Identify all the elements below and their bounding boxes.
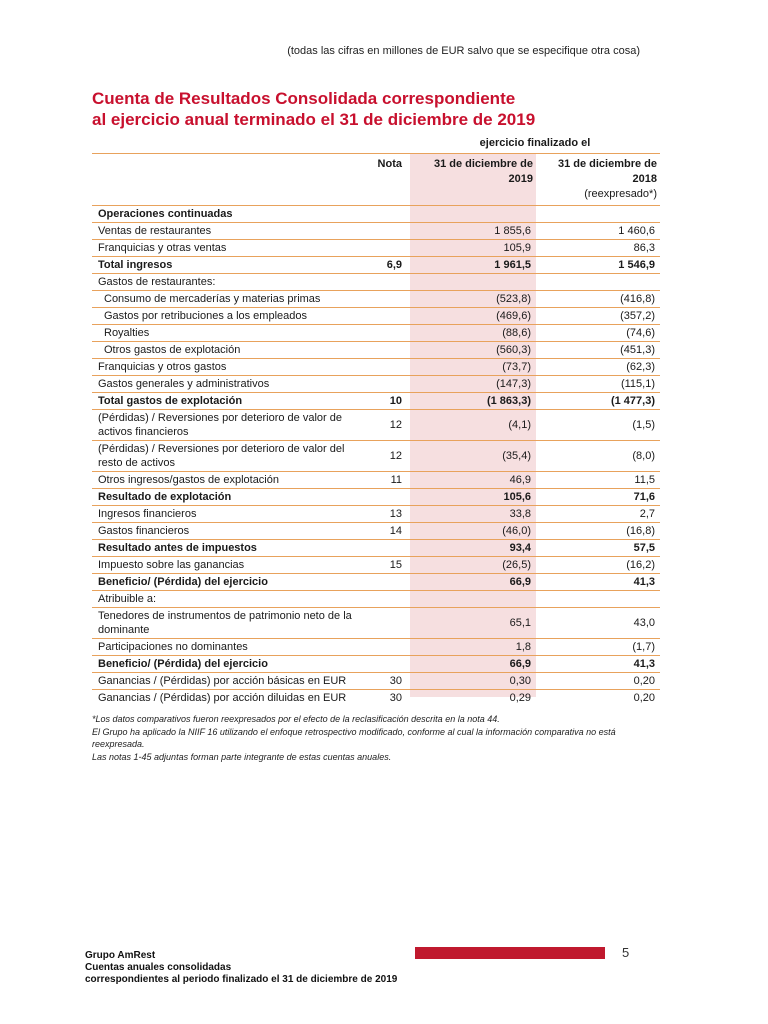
row-value-2018: 86,3: [536, 240, 660, 257]
header-nota: Nota: [362, 154, 410, 206]
table-row: [92, 274, 660, 291]
row-value-2019: 66,9: [410, 574, 536, 591]
title-line-2: al ejercicio anual terminado el 31 de diciembre de 2019: [92, 110, 536, 129]
table-row: [92, 523, 660, 540]
row-note: [362, 376, 410, 393]
header-2018-line2: 2018: [632, 173, 657, 185]
header-label-cell: [92, 154, 362, 206]
row-value-2019: 105,9: [410, 240, 536, 257]
row-value-2018: (451,3): [536, 342, 660, 359]
row-value-2018: 1 546,9: [536, 257, 660, 274]
row-note: [362, 359, 410, 376]
row-label: Royalties: [92, 325, 362, 342]
row-value-2018: [536, 591, 660, 608]
row-value-2019: 33,8: [410, 506, 536, 523]
row-label: Ganancias / (Pérdidas) por acción básicas en EUR: [92, 673, 362, 690]
row-value-2019: (73,7): [410, 359, 536, 376]
row-value-2019: [410, 274, 536, 291]
row-value-2019: 66,9: [410, 656, 536, 673]
row-note: [362, 274, 410, 291]
table-row: [92, 673, 660, 690]
row-note: 12: [362, 410, 410, 441]
row-note: 6,9: [362, 257, 410, 274]
row-value-2018: (16,2): [536, 557, 660, 574]
row-value-2018: 0,20: [633, 692, 655, 704]
row-value-2019: [410, 591, 536, 608]
row-value-2018: (62,3): [536, 359, 660, 376]
table-row-total: [92, 257, 660, 274]
income-statement-table: [92, 153, 660, 706]
table-row: [92, 506, 660, 523]
table-row-total: [92, 656, 660, 673]
row-label: Beneficio/ (Pérdida) del ejercicio: [92, 656, 362, 673]
row-label: Franquicias y otras ventas: [92, 240, 362, 257]
title-line-1: Cuenta de Resultados Consolidada correspondiente: [92, 89, 516, 108]
row-note: [362, 639, 410, 656]
row-label: Total gastos de explotación: [92, 393, 362, 410]
row-note: 15: [362, 557, 410, 574]
footer-document: Cuentas anuales consolidadas: [85, 962, 232, 973]
table-row: [92, 472, 660, 489]
row-label: Otros ingresos/gastos de explotación: [92, 472, 362, 489]
row-label: Gastos de restaurantes:: [92, 274, 362, 291]
page-title: [92, 88, 652, 130]
row-value-2018: (1,5): [536, 410, 660, 441]
row-value-2018: [536, 274, 660, 291]
row-value-2018: (416,8): [536, 291, 660, 308]
row-note: 30: [362, 673, 410, 690]
row-note: 30: [389, 692, 402, 704]
table-row: [92, 291, 660, 308]
header-2018-line1: 31 de diciembre de: [557, 158, 657, 170]
table-row: [92, 557, 660, 574]
row-value-2019: [410, 206, 536, 223]
table-row-total: [92, 393, 660, 410]
row-value-2019: 46,9: [410, 472, 536, 489]
row-note: [362, 308, 410, 325]
page-footer: [85, 950, 397, 986]
table-row-total: [92, 489, 660, 506]
row-note: [362, 574, 410, 591]
row-value-2019: 0,29: [509, 692, 531, 704]
row-label: Ganancias / (Pérdidas) por acción diluidas en EUR: [98, 692, 347, 704]
table-row-total: [92, 540, 660, 557]
row-note: [362, 206, 410, 223]
row-label: Participaciones no dominantes: [92, 639, 362, 656]
row-note: [362, 291, 410, 308]
footer-period: correspondientes al periodo finalizado el 31 de diciembre de 2019: [85, 974, 398, 985]
row-label: Gastos generales y administrativos: [92, 376, 362, 393]
table-row: [92, 639, 660, 656]
row-value-2018: [536, 206, 660, 223]
row-value-2019: (26,5): [410, 557, 536, 574]
table-row: [92, 441, 660, 472]
table-row: [92, 325, 660, 342]
row-note: 10: [362, 393, 410, 410]
row-label: Beneficio/ (Pérdida) del ejercicio: [92, 574, 362, 591]
row-value-2018: 43,0: [536, 608, 660, 639]
row-value-2019: 1,8: [410, 639, 536, 656]
row-note: [362, 342, 410, 359]
period-label: ejercicio finalizado el: [479, 137, 591, 149]
row-label: Ventas de restaurantes: [92, 223, 362, 240]
row-label: (Pérdidas) / Reversiones por deterioro de valor de activos financieros: [92, 410, 362, 441]
header-2018-restated: (reexpresado*): [584, 188, 657, 200]
row-value-2019: (88,6): [410, 325, 536, 342]
row-label: Impuesto sobre las ganancias: [92, 557, 362, 574]
row-label: (Pérdidas) / Reversiones por deterioro de valor del resto de activos: [92, 441, 362, 472]
table-row: [92, 308, 660, 325]
row-value-2019: 105,6: [410, 489, 536, 506]
row-value-2019: (147,3): [410, 376, 536, 393]
row-label: Gastos financieros: [92, 523, 362, 540]
row-label: Total ingresos: [92, 257, 362, 274]
header-2018: [536, 154, 660, 206]
footnote-notes: Las notas 1-45 adjuntas forman parte integrante de estas cuentas anuales.: [92, 751, 392, 762]
row-value-2018: (16,8): [536, 523, 660, 540]
footnotes: [92, 713, 652, 763]
header-2019: [410, 154, 536, 206]
row-label: Gastos por retribuciones a los empleados: [92, 308, 362, 325]
row-note: 11: [362, 472, 410, 489]
row-value-2019: (560,3): [410, 342, 536, 359]
row-note: [362, 540, 410, 557]
row-label: Resultado de explotación: [92, 489, 362, 506]
row-note: [362, 240, 410, 257]
row-value-2018: 2,7: [536, 506, 660, 523]
table-row: [92, 690, 660, 707]
row-value-2019: (523,8): [410, 291, 536, 308]
page-number: 5: [622, 945, 630, 960]
row-value-2018: (1 477,3): [536, 393, 660, 410]
row-value-2018: 41,3: [536, 574, 660, 591]
row-value-2019: 65,1: [410, 608, 536, 639]
row-value-2018: 71,6: [536, 489, 660, 506]
row-label: Operaciones continuadas: [92, 206, 362, 223]
row-label: Atribuible a:: [92, 591, 362, 608]
row-value-2019: (469,6): [410, 308, 536, 325]
row-value-2019: (35,4): [410, 441, 536, 472]
row-value-2018: (115,1): [536, 376, 660, 393]
footer-accent-bar: [415, 947, 605, 959]
table-header-row: [92, 154, 660, 206]
footer-company: Grupo AmRest: [85, 950, 156, 961]
row-value-2019: 93,4: [410, 540, 536, 557]
row-value-2018: (8,0): [536, 441, 660, 472]
row-value-2018: 11,5: [536, 472, 660, 489]
table-row-total: [92, 574, 660, 591]
row-note: [362, 223, 410, 240]
table-row: [92, 206, 660, 223]
row-note: [362, 591, 410, 608]
row-note: [362, 489, 410, 506]
row-value-2019: 0,30: [410, 673, 536, 690]
footnote-niif16: El Grupo ha aplicado la NIIF 16 utilizando el enfoque retrospectivo modificado, conforme al cual la información comparativa no está reexpresada.: [92, 726, 616, 749]
row-label: Tenedores de instrumentos de patrimonio neto de la dominante: [92, 608, 362, 639]
table-row: [92, 410, 660, 441]
table-row: [92, 240, 660, 257]
row-label: Consumo de mercaderías y materias primas: [92, 291, 362, 308]
row-note: [362, 656, 410, 673]
row-value-2019: (46,0): [410, 523, 536, 540]
table-row: [92, 376, 660, 393]
row-value-2018: 0,20: [536, 673, 660, 690]
row-note: [362, 608, 410, 639]
table-row: [92, 608, 660, 639]
row-note: 14: [362, 523, 410, 540]
row-label: Otros gastos de explotación: [92, 342, 362, 359]
table-row: [92, 223, 660, 240]
row-value-2019: 1 855,6: [410, 223, 536, 240]
header-2019-line1: 31 de diciembre de: [433, 158, 533, 170]
row-value-2019: 1 961,5: [410, 257, 536, 274]
row-value-2019: (1 863,3): [410, 393, 536, 410]
table-row: [92, 591, 660, 608]
row-note: 13: [362, 506, 410, 523]
row-note: [362, 325, 410, 342]
row-label: Franquicias y otros gastos: [92, 359, 362, 376]
row-value-2018: 1 460,6: [536, 223, 660, 240]
footnote-restated: *Los datos comparativos fueron reexpresados por el efecto de la reclasificación descrita en la nota 44.: [92, 714, 500, 724]
row-label: Resultado antes de impuestos: [92, 540, 362, 557]
row-value-2018: 41,3: [536, 656, 660, 673]
row-value-2018: (74,6): [536, 325, 660, 342]
table-row: [92, 342, 660, 359]
row-value-2019: (4,1): [410, 410, 536, 441]
row-label: Ingresos financieros: [92, 506, 362, 523]
row-value-2018: (357,2): [536, 308, 660, 325]
row-value-2018: 57,5: [536, 540, 660, 557]
row-value-2018: (1,7): [536, 639, 660, 656]
row-note: 12: [362, 441, 410, 472]
table-row: [92, 359, 660, 376]
units-note: (todas las cifras en millones de EUR salvo que se especifique otra cosa): [287, 45, 640, 57]
header-2019-line2: 2019: [508, 173, 533, 185]
